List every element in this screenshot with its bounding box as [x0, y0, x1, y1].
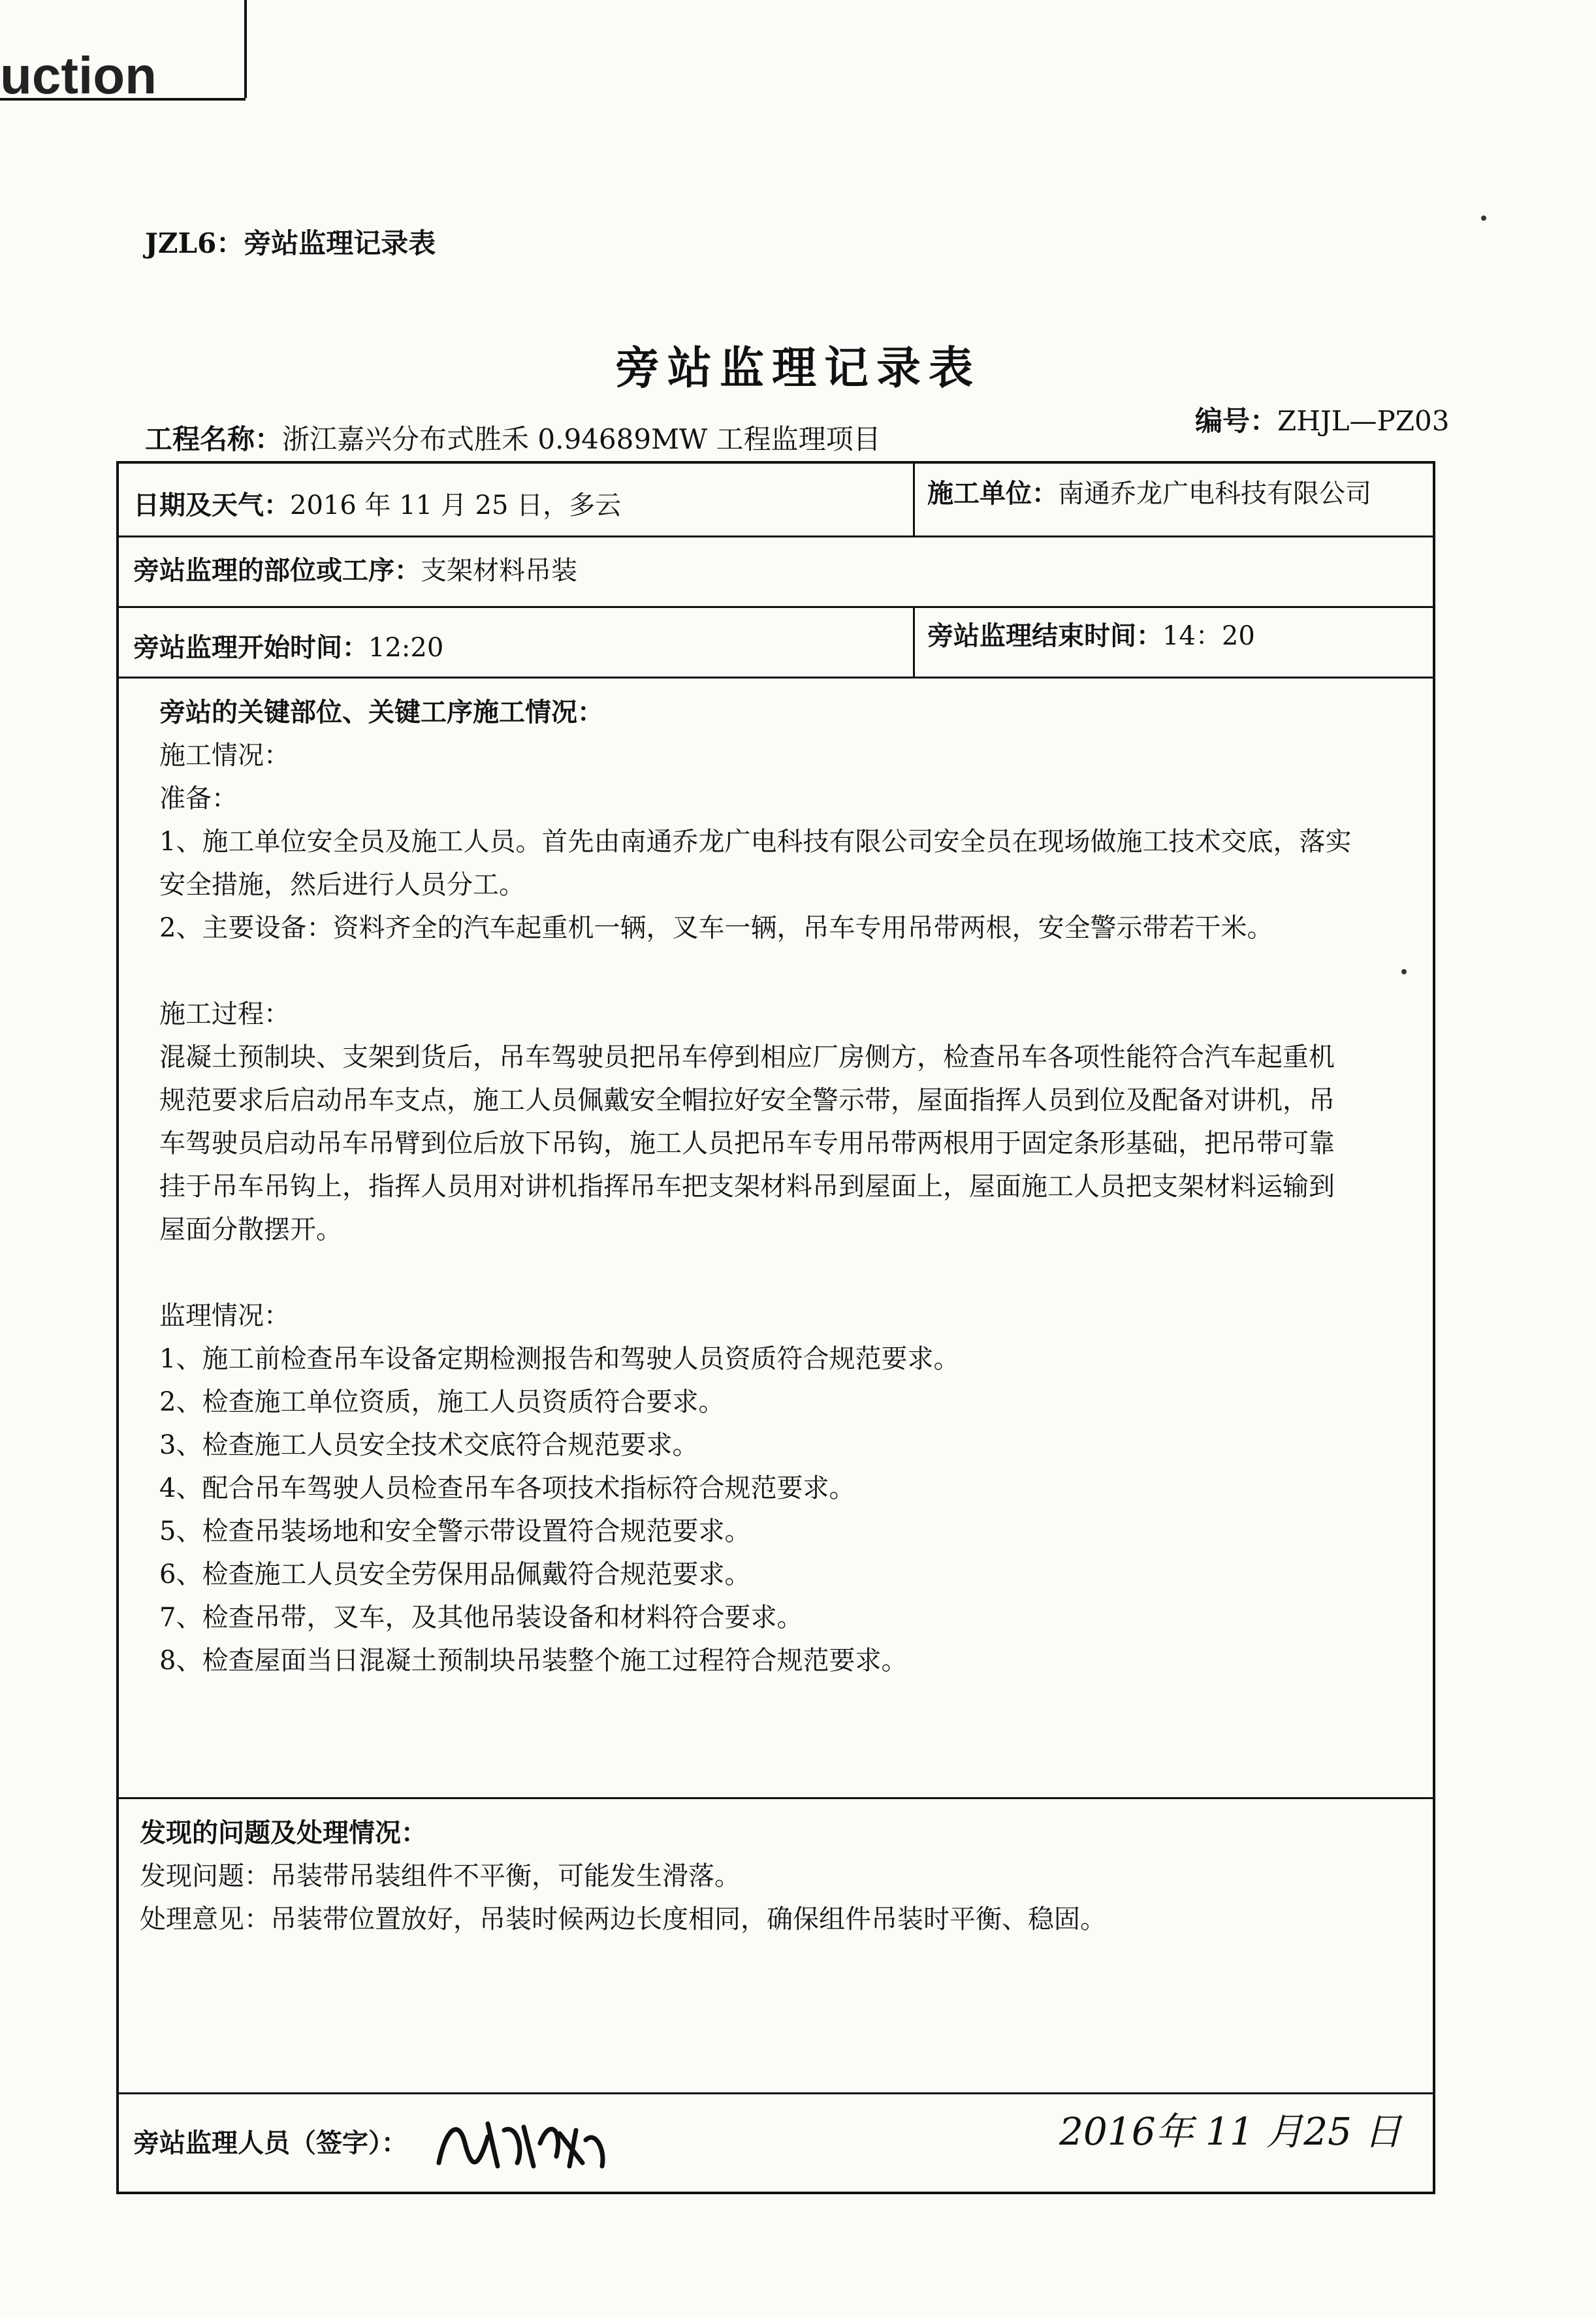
row-divider [119, 535, 1433, 537]
supervision-item: 6、检查施工人员安全劳保用品佩戴符合规范要求。 [159, 1559, 751, 1590]
end-time-value: 14：20 [1162, 621, 1255, 651]
process-line: 屋面分散摆开。 [159, 1215, 342, 1245]
process-label: 施工过程： [159, 999, 290, 1029]
process-line: 挂于吊车吊钩上，指挥人员用对讲机指挥吊车把支架材料吊到屋面上，屋面施工人员把支架材料运输到 [159, 1172, 1335, 1202]
document-number [1195, 400, 1449, 439]
start-time-value: 12:20 [368, 633, 444, 663]
issues-heading: 发现的问题及处理情况： [140, 1817, 427, 1848]
prep-line: 2、主要设备：资料齐全的汽车起重机一辆，叉车一辆，吊车专用吊带两根，安全警示带若干米。 [159, 913, 1273, 943]
supervision-item: 8、检查屋面当日混凝土预制块吊装整个施工过程符合规范要求。 [159, 1646, 908, 1676]
prep-line: 安全措施，然后进行人员分工。 [159, 870, 525, 900]
supervision-item: 5、检查吊装场地和安全警示带设置符合规范要求。 [159, 1516, 751, 1546]
supervision-part-label: 旁站监理的部位或工序： [133, 555, 421, 586]
edge-border-vertical [244, 0, 247, 98]
scan-speck [1481, 216, 1486, 221]
end-time-label: 旁站监理结束时间： [927, 620, 1162, 651]
supervision-item: 4、配合吊车驾驶人员检查吊车各项技术指标符合规范要求。 [159, 1473, 855, 1503]
spacer [159, 1251, 1439, 1294]
edge-border-horizontal [0, 98, 246, 101]
process-line: 混凝土预制块、支架到货后，吊车驾驶员把吊车停到相应厂房侧方，检查吊车各项性能符合汽车起重机 [159, 1042, 1335, 1072]
date-weather-value: 2016 年 11 月 25 日，多云 [290, 490, 622, 520]
spacer [159, 950, 1439, 993]
contractor-value: 南通乔龙广电科技有限公司 [1058, 479, 1371, 509]
supervision-item: 1、施工前检查吊车设备定期检测报告和驾驶人员资质符合规范要求。 [159, 1344, 960, 1374]
start-time-cell [133, 632, 443, 663]
supervision-item: 3、检查施工人员安全技术交底符合规范要求。 [159, 1430, 699, 1460]
number-value: ZHJL—PZ03 [1277, 405, 1450, 437]
row-divider [119, 606, 1433, 608]
supervision-label: 监理情况： [159, 1301, 290, 1331]
supervision-item: 2、检查施工单位资质，施工人员资质符合要求。 [159, 1387, 725, 1417]
form-code: JZL6：旁站监理记录表 [145, 227, 436, 259]
row-divider [119, 1797, 1433, 1799]
contractor-label: 施工单位： [927, 478, 1058, 509]
process-line: 规范要求后启动吊车支点，施工人员佩戴安全帽拉好安全警示带，屋面指挥人员到位及配备对讲机，吊 [159, 1085, 1335, 1115]
edge-text-fragment: uction [0, 46, 157, 104]
prep-line: 1、施工单位安全员及施工人员。首先由南通乔龙广电科技有限公司安全员在现场做施工技术交底，落实 [159, 827, 1352, 857]
construction-section [159, 691, 1439, 1682]
issue-handling: 处理意见：吊装带位置放好，吊装时候两边长度相同，确保组件吊装时平衡、稳固。 [140, 1904, 1106, 1934]
process-line: 车驾驶员启动吊车吊臂到位后放下吊钩，施工人员把吊车专用吊带两根用于固定条形基础，把吊带可靠 [159, 1128, 1335, 1158]
row-divider [119, 2092, 1433, 2094]
project-label: 工程名称： [145, 423, 283, 455]
signature-date: 2016年 11 月25 日 [1059, 2109, 1402, 2154]
handwritten-signature [426, 2104, 622, 2182]
signature-cell [133, 2128, 407, 2159]
supervision-item: 7、检查吊带，叉车，及其他吊装设备和材料符合要求。 [159, 1603, 803, 1633]
contractor-cell [927, 478, 1371, 509]
record-table [116, 461, 1435, 2194]
prep-label: 准备： [159, 784, 238, 814]
date-weather-label: 日期及天气： [133, 490, 290, 520]
supervision-part-value: 支架材料吊装 [421, 556, 577, 586]
issues-section [140, 1812, 1420, 1941]
issue-problem: 发现问题：吊装带吊装组件不平衡，可能发生滑落。 [140, 1861, 741, 1891]
page-title: 旁站监理记录表 [614, 342, 981, 394]
column-divider [913, 606, 915, 677]
row-divider [119, 677, 1433, 679]
start-time-label: 旁站监理开始时间： [133, 632, 368, 663]
column-divider [913, 464, 915, 535]
project-value: 浙江嘉兴分布式胜禾 0.94689MW 工程监理项目 [282, 423, 881, 455]
signature-label: 旁站监理人员（签字）： [133, 2128, 407, 2158]
section-heading: 旁站的关键部位、关键工序施工情况： [159, 697, 603, 727]
date-weather-cell [133, 490, 621, 521]
supervision-part-cell [133, 555, 577, 586]
construction-label: 施工情况： [159, 741, 290, 771]
number-label: 编号： [1195, 405, 1278, 437]
end-time-cell [927, 620, 1255, 652]
project-name [145, 418, 881, 457]
